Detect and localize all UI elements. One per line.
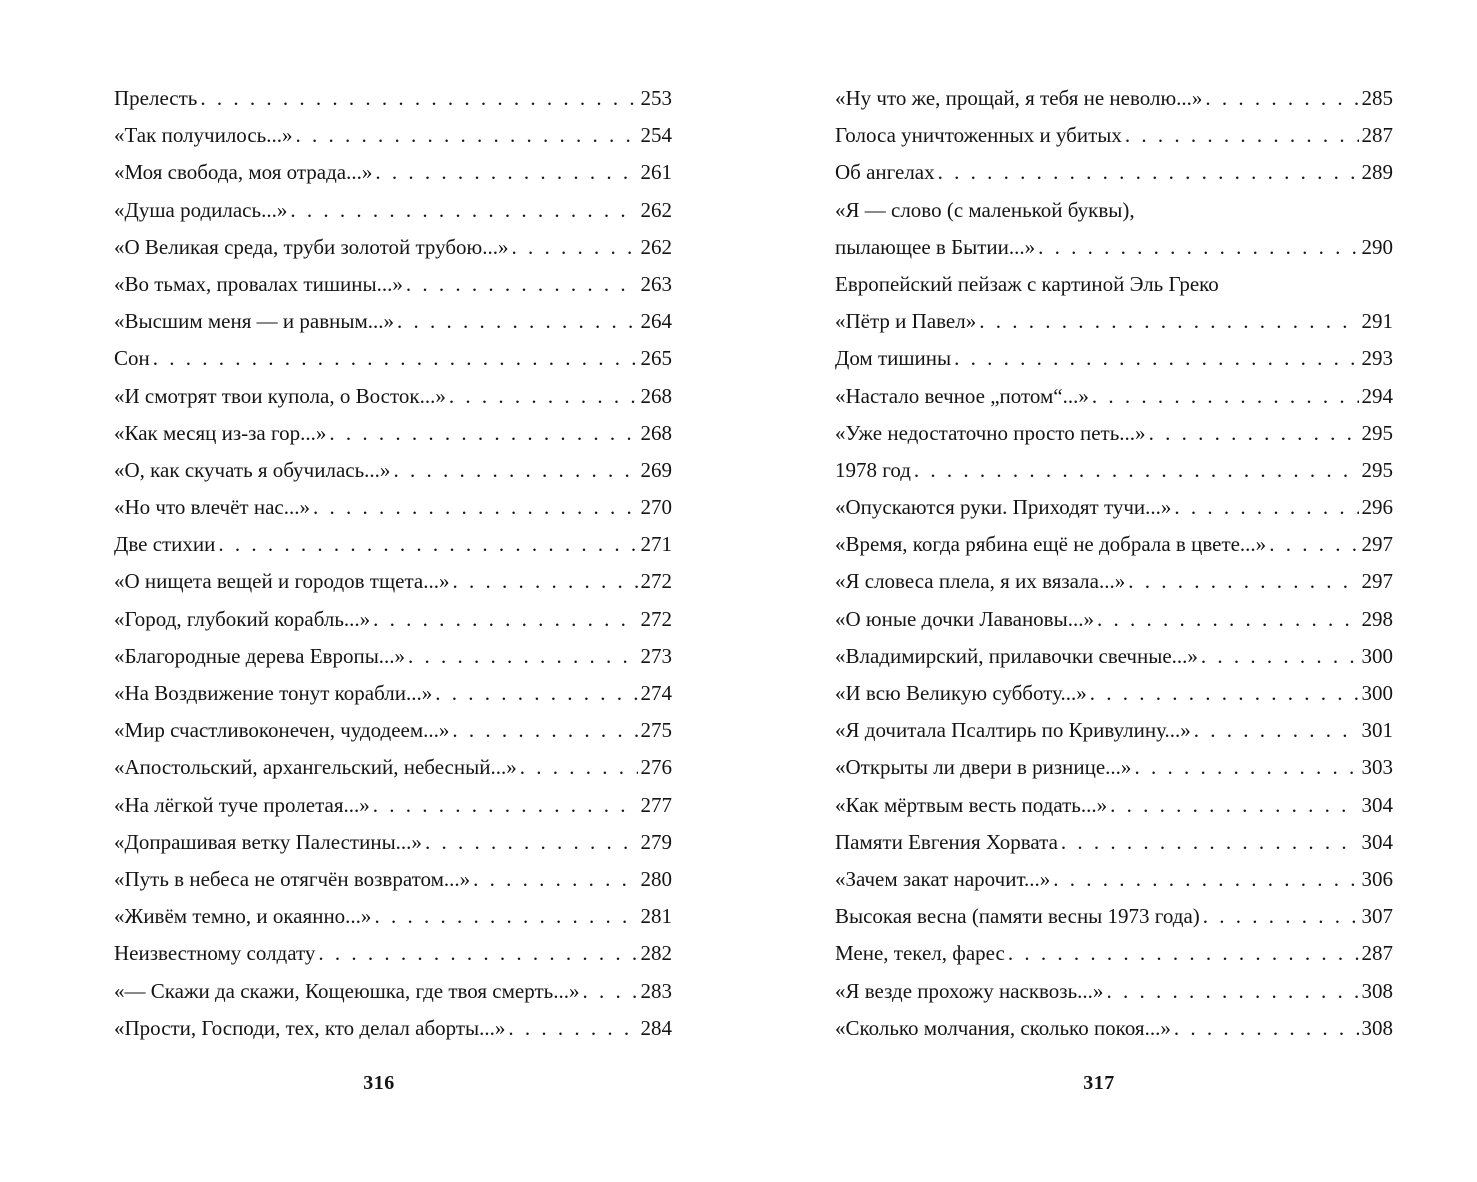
toc-entry-title: Высокая весна (памяти весны 1973 года) (835, 904, 1200, 929)
toc-entry (114, 303, 672, 340)
toc-entry-title: «О Великая среда, труби золотой трубою...» (114, 234, 509, 259)
toc-entry-page: 289 (1361, 160, 1393, 185)
dot-leader (218, 526, 637, 563)
dot-leader (1174, 489, 1358, 526)
toc-entry-page: 294 (1361, 383, 1393, 408)
toc-entry-page: 297 (1361, 569, 1393, 594)
toc-entry-page: 263 (640, 271, 672, 296)
toc-entry-title: «Опускаются руки. Приходят тучи...» (835, 495, 1172, 520)
toc-entry-page: 304 (1361, 829, 1393, 854)
toc-entry-page: 265 (640, 346, 672, 371)
toc-entry-page: 291 (1361, 309, 1393, 334)
toc-entry (114, 80, 672, 117)
toc-entry-page: 297 (1361, 532, 1393, 557)
toc-entry-page: 272 (640, 569, 672, 594)
toc-entry-title: «Во тьмах, провалах тишины...» (114, 271, 403, 296)
toc-entry-page: 287 (1361, 123, 1393, 148)
toc-entry (114, 489, 672, 526)
toc-entry-title: Сон (114, 346, 150, 371)
toc-entry (114, 229, 672, 266)
dot-leader (1201, 638, 1359, 675)
toc-entry-title: Неизвестному солдату (114, 941, 316, 966)
toc-entry (114, 935, 672, 972)
toc-entry-title: «Живём темно, и окаянно...» (114, 904, 372, 929)
toc-entry (835, 973, 1393, 1010)
toc-entry-page: 270 (640, 495, 672, 520)
dot-leader (473, 861, 637, 898)
dot-leader (1269, 526, 1358, 563)
toc-entry (114, 824, 672, 861)
toc-entry (114, 1010, 672, 1047)
toc-entry (835, 935, 1393, 972)
dot-leader (1097, 601, 1359, 638)
toc-entry-page: 253 (640, 86, 672, 110)
toc-entry-title: «Как мёртвым весть подать...» (835, 792, 1108, 817)
toc-entry (114, 526, 672, 563)
toc-entry (114, 117, 672, 154)
dot-leader (1053, 861, 1358, 898)
toc-entry-page: 298 (1361, 606, 1393, 631)
dot-leader (393, 452, 637, 489)
dot-leader (290, 192, 637, 229)
toc-entry-title: «Моя свобода, моя отрада...» (114, 160, 373, 185)
dot-leader (153, 340, 638, 377)
toc-entry (114, 266, 672, 303)
toc-entry-title: «Как месяц из-за гор...» (114, 420, 327, 445)
toc-entry (114, 192, 672, 229)
toc-entry-title: «Город, глубокий корабль...» (114, 606, 371, 631)
toc-entry-page: 279 (640, 829, 672, 854)
toc-entry (835, 898, 1393, 935)
toc-entry (835, 526, 1393, 563)
toc-entry-page: 280 (640, 866, 672, 891)
toc-entry-title: пылающее в Бытии...» (835, 234, 1036, 259)
toc-entry-title: «О нищета вещей и городов тщета...» (114, 569, 450, 594)
page-number-left: 316 (363, 1072, 395, 1094)
dot-leader (582, 973, 637, 1010)
toc-entry-page: 304 (1361, 792, 1393, 817)
toc-entry (835, 415, 1393, 452)
toc-entry (114, 973, 672, 1010)
toc-entry-page: 271 (640, 532, 672, 557)
dot-leader (295, 117, 637, 154)
toc-entry-page: 262 (640, 234, 672, 259)
dot-leader (452, 563, 637, 600)
toc-entry (835, 749, 1393, 786)
dot-leader (1174, 1010, 1359, 1047)
dot-leader (406, 266, 638, 303)
toc-entry-title: «На Воздвижение тонут корабли...» (114, 681, 433, 705)
toc-entry-page: 296 (1361, 495, 1393, 520)
toc-entry-title: «Но что влечёт нас...» (114, 495, 310, 520)
toc-entry-title: 1978 год (835, 457, 911, 482)
dot-leader (313, 489, 638, 526)
toc-entry-title: Об ангелах (835, 160, 935, 185)
toc-entry-title: «Пётр и Павел» (835, 309, 977, 334)
toc-entry (835, 861, 1393, 898)
toc-entry-page: 300 (1361, 681, 1393, 705)
dot-leader (954, 340, 1358, 377)
toc-entry (114, 861, 672, 898)
toc-entry-title: «Мир счастливоконечен, чудодеем...» (114, 718, 450, 743)
toc-entry-page: 287 (1361, 941, 1393, 966)
toc-entry-title: «Благородные дерева Европы...» (114, 643, 406, 668)
toc-entry (114, 563, 672, 600)
toc-entry (835, 824, 1393, 861)
toc-entry (835, 303, 1393, 340)
dot-leader (1061, 824, 1359, 861)
dot-leader (375, 154, 637, 191)
toc-entry-page: 268 (640, 383, 672, 408)
toc-entry-title: «Сколько молчания, сколько покоя...» (835, 1015, 1171, 1040)
toc-entry (835, 452, 1393, 489)
dot-leader (318, 935, 637, 972)
toc-entry-title: «Высшим меня — и равным...» (114, 309, 395, 334)
toc-entry-title: «Апостольский, архангельский, небесный...» (114, 755, 517, 780)
toc-entry (114, 675, 672, 712)
dot-leader (200, 80, 637, 117)
toc-entry-title: «Ну что же, прощай, я тебя не неволю...» (835, 86, 1203, 110)
toc-entry-page: 275 (640, 718, 672, 743)
toc-entry-title: «Время, когда рябина ещё не добрала в цвете...» (835, 532, 1267, 557)
toc-entry-title: Дом тишины (835, 346, 952, 371)
dot-leader (1106, 973, 1358, 1010)
toc-entry (835, 712, 1393, 749)
dot-leader (508, 1010, 637, 1047)
toc-entry (835, 601, 1393, 638)
toc-entry-page: 300 (1361, 643, 1393, 668)
toc-entry (114, 340, 672, 377)
toc-entry (835, 489, 1393, 526)
toc-entry-title: Мене, текел, фарес (835, 941, 1005, 966)
toc-entry-title: «— Скажи да скажи, Кощеюшка, где твоя смерть...» (114, 978, 580, 1003)
toc-entry-title: «Путь в небеса не отягчён возвратом...» (114, 866, 471, 891)
toc-entry-title: Европейский пейзаж с картиной Эль Греко (835, 271, 1219, 296)
dot-leader (329, 415, 637, 452)
toc-entry-page: 301 (1361, 718, 1393, 743)
toc-entry-page: 281 (640, 904, 672, 929)
dot-leader (512, 229, 638, 266)
toc-entry-title: «Так получилось...» (114, 123, 293, 148)
toc-entry-page: 285 (1361, 86, 1393, 110)
toc-entry-page: 264 (640, 309, 672, 334)
toc-entry-page: 283 (640, 978, 672, 1003)
right-page-toc (835, 80, 1393, 1047)
toc-entry-page: 303 (1361, 755, 1393, 780)
dot-leader (1149, 415, 1359, 452)
toc-entry-title: «О, как скучать я обучилась...» (114, 457, 391, 482)
toc-entry-page: 261 (640, 160, 672, 185)
toc-entry (114, 787, 672, 824)
toc-entry-title: Голоса уничтоженных и убитых (835, 123, 1122, 148)
dot-leader (1134, 749, 1358, 786)
toc-entry-page: 277 (640, 792, 672, 817)
dot-leader (1090, 675, 1359, 712)
toc-entry-page: 274 (640, 681, 672, 705)
dot-leader (1110, 787, 1358, 824)
dot-leader (373, 787, 638, 824)
dot-leader (452, 712, 637, 749)
dot-leader (1092, 378, 1359, 415)
toc-entry (835, 192, 1393, 229)
toc-entry (114, 749, 672, 786)
toc-entry-title: «Я дочитала Псалтирь по Кривулину...» (835, 718, 1191, 743)
toc-entry (114, 415, 672, 452)
dot-leader (1205, 80, 1358, 117)
toc-entry-page: 307 (1361, 904, 1393, 929)
toc-entry (835, 340, 1393, 377)
toc-entry-page: 306 (1361, 866, 1393, 891)
toc-entry-page: 295 (1361, 457, 1393, 482)
toc-entry (835, 154, 1393, 191)
dot-leader (1038, 229, 1358, 266)
dot-leader (408, 638, 637, 675)
toc-entry-page: 276 (640, 755, 672, 780)
toc-entry (835, 787, 1393, 824)
toc-entry (835, 675, 1393, 712)
toc-entry-title: Прелесть (114, 86, 198, 110)
dot-leader (449, 378, 638, 415)
toc-entry (835, 638, 1393, 675)
toc-entry (114, 712, 672, 749)
dot-leader (520, 749, 638, 786)
dot-leader (1203, 898, 1359, 935)
toc-entry-title: «Открыты ли двери в ризнице...» (835, 755, 1132, 780)
page-number-right: 317 (1083, 1072, 1115, 1094)
toc-entry (835, 1010, 1393, 1047)
toc-entry-page: 254 (640, 123, 672, 148)
toc-entry (114, 154, 672, 191)
dot-leader (397, 303, 637, 340)
left-page-toc (114, 80, 672, 1047)
toc-entry-page: 268 (640, 420, 672, 445)
toc-entry-title: «Уже недостаточно просто петь...» (835, 420, 1146, 445)
toc-entry-title: «Я везде прохожу насквозь...» (835, 978, 1104, 1003)
toc-entry-page: 290 (1361, 234, 1393, 259)
toc-entry (835, 117, 1393, 154)
toc-entry (114, 378, 672, 415)
toc-entry (835, 80, 1393, 117)
toc-entry (835, 229, 1393, 266)
dot-leader (914, 452, 1359, 489)
toc-entry-page: 272 (640, 606, 672, 631)
dot-leader (373, 601, 637, 638)
toc-entry-title: «О юные дочки Лавановы...» (835, 606, 1094, 631)
toc-entry (835, 266, 1393, 303)
dot-leader (435, 675, 637, 712)
toc-entry-title: «Допрашивая ветку Палестины...» (114, 829, 422, 854)
dot-leader (979, 303, 1358, 340)
toc-entry-page: 293 (1361, 346, 1393, 371)
toc-entry (114, 601, 672, 638)
toc-entry-title: «Владимирский, прилавочки свечные...» (835, 643, 1198, 668)
toc-entry-title: «И смотрят твои купола, о Восток...» (114, 383, 446, 408)
dot-leader (1125, 117, 1359, 154)
toc-entry-title: «Зачем закат нарочит...» (835, 866, 1051, 891)
toc-entry-title: «Я — слово (с маленькой буквы), (835, 197, 1135, 222)
dot-leader (425, 824, 638, 861)
toc-entry-title: «Я словеса плела, я их вязала...» (835, 569, 1126, 594)
toc-entry-title: «На лёгкой туче пролетая...» (114, 792, 370, 817)
toc-entry-page: 273 (640, 643, 672, 668)
toc-entry (114, 638, 672, 675)
toc-entry-title: «Душа родилась...» (114, 197, 288, 222)
toc-entry-page: 295 (1361, 420, 1393, 445)
toc-entry (835, 378, 1393, 415)
toc-entry-page: 308 (1361, 1015, 1393, 1040)
toc-entry-page: 262 (640, 197, 672, 222)
toc-entry-page: 269 (640, 457, 672, 482)
toc-entry (114, 898, 672, 935)
toc-entry (835, 563, 1393, 600)
toc-entry-page: 282 (640, 941, 672, 966)
toc-entry-title: Две стихии (114, 532, 216, 557)
dot-leader (374, 898, 637, 935)
toc-entry-title: «И всю Великую субботу...» (835, 681, 1087, 705)
toc-entry-title: Памяти Евгения Хорвата (835, 829, 1058, 854)
toc-entry (114, 452, 672, 489)
dot-leader (938, 154, 1359, 191)
dot-leader (1008, 935, 1359, 972)
toc-entry-title: «Настало вечное „потом“...» (835, 383, 1089, 408)
toc-entry-page: 308 (1361, 978, 1393, 1003)
toc-entry-page: 284 (640, 1015, 672, 1040)
dot-leader (1128, 563, 1358, 600)
dot-leader (1194, 712, 1359, 749)
toc-entry-title: «Прости, Господи, тех, кто делал аборты...» (114, 1015, 506, 1040)
